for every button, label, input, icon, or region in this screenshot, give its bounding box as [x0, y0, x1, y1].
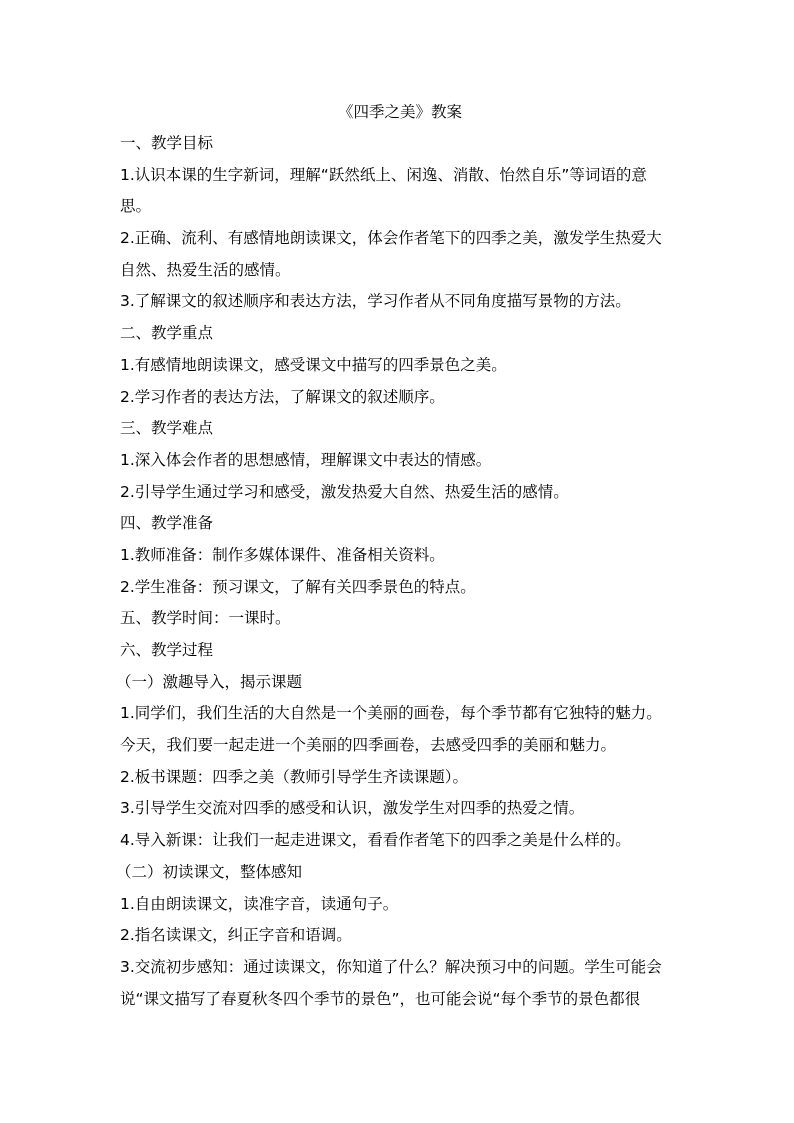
section-heading-difficulties: 三、教学难点 [120, 419, 214, 438]
section-heading-time: 五、教学时间：一课时。 [120, 609, 291, 628]
paragraph-line: 3.了解课文的叙述顺序和表达方法，学习作者从不同角度描写景物的方法。 [120, 292, 631, 311]
paragraph-line: 1.教师准备：制作多媒体课件、准备相关资料。 [120, 545, 445, 564]
paragraph-line: 2.学生准备：预习课文，了解有关四季景色的特点。 [120, 577, 476, 596]
document-title: 《四季之美》教案 [337, 103, 462, 121]
section-heading-process: 六、教学过程 [120, 641, 214, 659]
paragraph-line: 2.引导学生通过学习和感受，激发热爱大自然、热爱生活的感情。 [120, 482, 569, 501]
paragraph-line: 自然、热爱生活的感情。 [120, 260, 291, 279]
subsection-heading-intro: （一）激趣导入，揭示课题 [116, 672, 303, 691]
paragraph-line: 1.有感情地朗读课文，感受课文中描写的四季景色之美。 [120, 355, 507, 374]
paragraph-line: 3.引导学生交流对四季的感受和认识，激发学生对四季的热爱之情。 [120, 799, 585, 818]
paragraph-line: 1.同学们，我们生活的大自然是一个美丽的画卷，每个季节都有它独特的魅力。 [120, 704, 662, 723]
subsection-heading-first-reading: （二）初读课文，整体感知 [116, 862, 303, 881]
paragraph-line: 1.深入体会作者的思想感情，理解课文中表达的情感。 [120, 450, 492, 469]
paragraph-line: 4.导入新课：让我们一起走进课文，看看作者笔下的四季之美是什么样的。 [120, 831, 631, 850]
paragraph-line: 1.自由朗读课文，读准字音，读通句子。 [120, 894, 399, 913]
paragraph-line: 2.板书课题：四季之美（教师引导学生齐读课题）。 [120, 767, 469, 786]
paragraph-line: 2.正确、流利、有感情地朗读课文，体会作者笔下的四季之美，激发学生热爱大 [120, 229, 662, 248]
document-body [116, 96, 680, 1015]
section-heading-goals: 一、教学目标 [120, 134, 214, 152]
section-heading-key-points: 二、教学重点 [120, 324, 214, 343]
paragraph-line: 2.学习作者的表达方法，了解课文的叙述顺序。 [120, 387, 445, 406]
section-heading-preparation: 四、教学准备 [120, 514, 214, 533]
paragraph-line: 1.认识本课的生字新词，理解“跃然纸上、闲逸、消散、怡然自乐”等词语的意 [120, 165, 647, 184]
paragraph-line: 说“课文描写了春夏秋冬四个季节的景色”，也可能会说“每个季节的景色都很 [120, 989, 641, 1008]
paragraph-line: 3.交流初步感知：通过读课文，你知道了什么？解决预习中的问题。学生可能会 [120, 957, 662, 976]
paragraph-line: 今天，我们要一起走进一个美丽的四季画卷，去感受四季的美丽和魅力。 [120, 736, 617, 755]
paragraph-line: 思。 [120, 197, 152, 216]
paragraph-line: 2.指名读课文，纠正字音和语调。 [120, 926, 352, 945]
